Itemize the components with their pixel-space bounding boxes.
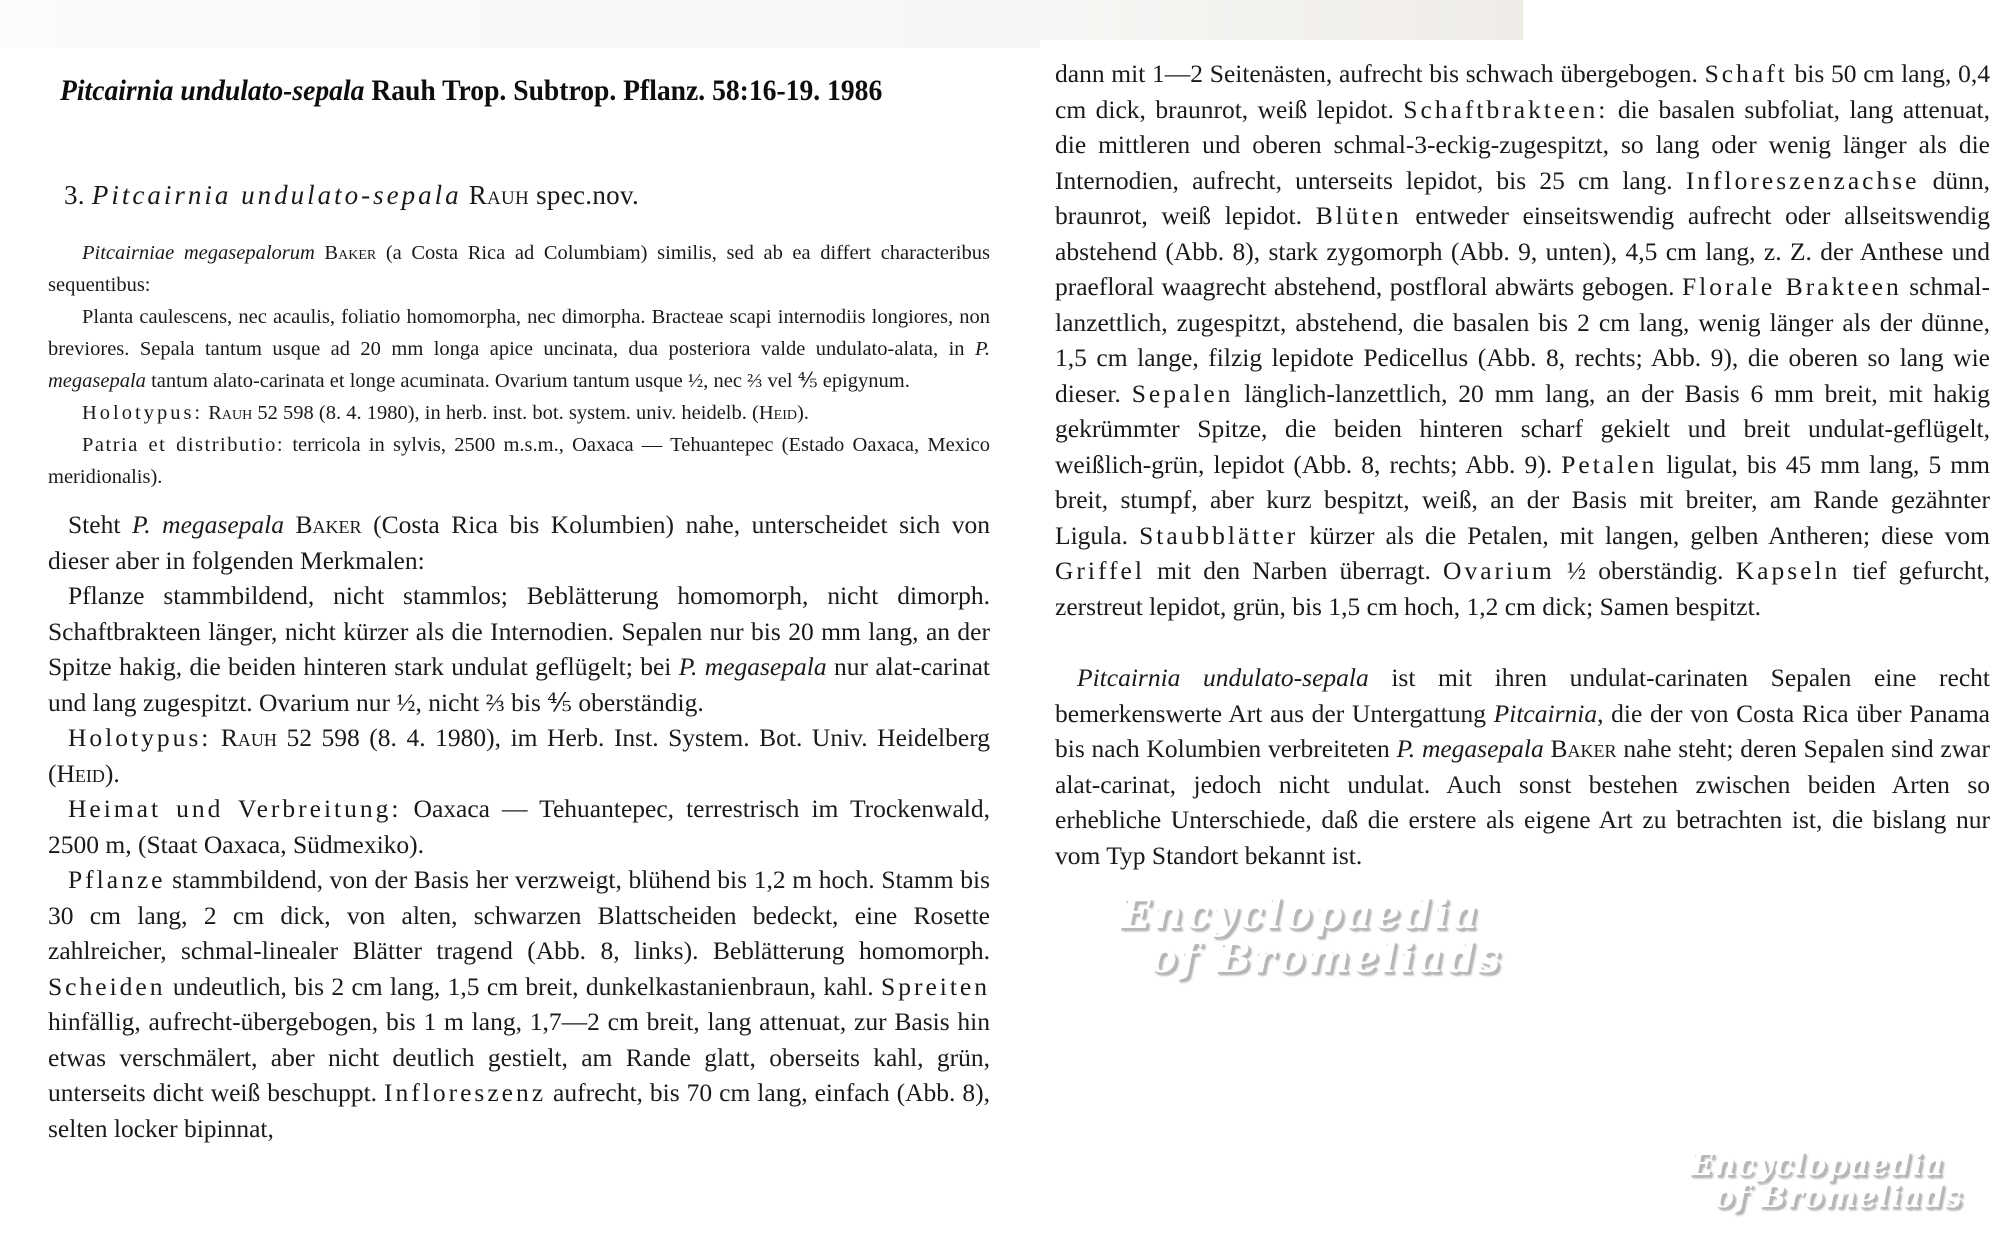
latin-taxon: Pitcairniae megasepalorum — [82, 242, 315, 264]
latin-diagnosis — [48, 237, 990, 493]
body-text: undeutlich, bis 2 cm lang, 1,5 cm breit, dunkelkastanienbraun, kahl. — [165, 971, 882, 1001]
holotype-author: Rauh — [211, 723, 277, 752]
body-text: hinfällig, aufrecht-übergebogen, bis 1 m lang, 1,7—2 cm breit, lang attenuat, zur Basis hin etwas verschmälert, aber nicht deutlich gestielt, am Rande glatt, oberseits kahl, grün, unterseits dicht weiß beschuppt. — [48, 1007, 990, 1107]
body-paragraph — [48, 507, 990, 578]
body-text: ligulat, bis 45 mm lang, 5 mm breit, stumpf, aber kurz bespitzt, weiß, an der Basis mit breiter, am Rande gezähnter Ligula. — [1055, 449, 1990, 550]
distribution-label: Heimat und Verbreitung: — [68, 794, 402, 823]
body-taxon: P. megasepala — [678, 652, 827, 681]
body-description-continued — [1055, 56, 1990, 624]
herbarium-code: Heid — [758, 402, 797, 424]
body-taxon: P. megasepala — [1396, 734, 1544, 763]
holotype-label: Holotypus: — [68, 723, 212, 752]
page-title — [60, 72, 1017, 110]
species-name: Pitcairnia undulato-sepala — [91, 180, 462, 210]
latin-author: Baker — [314, 242, 377, 264]
species-suffix: spec.nov. — [529, 180, 640, 210]
body-text: nahe steht; deren Sepalen sind zwar alat-carinat, jedoch nicht undulat. Auch sonst bestehen zwischen beiden Arten so erhebliche Unterschiede, daß die erstere als eigene Art zu betrachten ist, die bislang nur vom Typ Standort bekannt ist. — [1055, 734, 1990, 870]
latin-distribution — [48, 429, 990, 493]
term-florale-brakteen: Florale Brakteen — [1681, 272, 1902, 301]
term-griffel: Griffel — [1055, 556, 1145, 585]
latin-paragraph — [48, 237, 990, 301]
latin-holotype — [48, 397, 990, 429]
term-infloreszenzachse: Infloreszenzachse — [1685, 165, 1920, 195]
species-number: 3. — [64, 180, 92, 210]
term-kapseln: Kapseln — [1735, 556, 1841, 585]
species-author: Rauh — [461, 180, 530, 210]
body-text: aufrecht, bis 70 cm lang, einfach (Abb. 8), selten locker bipinnat, — [48, 1078, 990, 1143]
latin-text: Planta caulescens, nec acaulis, foliatio homomorpha, nec dimorpha. Bracteae scapi internodiis longiores, non breviores. Sepala tantum usque ad 20 mm longa apice uncinata, dua posteriora valde undulato-alata, in — [48, 306, 990, 360]
body-text: tief gefurcht, zerstreut lepidot, grün, bis 1,5 cm hoch, 1,2 cm dick; Samen bespitzt. — [1055, 556, 1990, 621]
term-spreiten: Spreiten — [881, 971, 990, 1001]
holotype-end: ). — [104, 758, 120, 788]
term-sepalen: Sepalen — [1131, 378, 1234, 408]
latin-taxon: P. megasepala — [48, 338, 990, 392]
distribution-label: Patria et distributio: — [82, 434, 285, 456]
body-text: länglich-lanzettlich, 20 mm lang, an der Basis 6 mm breit, mit hakig gekrümmter Spitze, die beiden hinteren scharf gekielt und breit undulat-geflügelt, weißlich-grün, lepidot (Abb. 8, rechts; Abb. 9). — [1055, 378, 1991, 479]
body-description — [48, 862, 990, 1146]
body-taxon: Pitcairnia — [1493, 698, 1598, 728]
holotype-label: Holotypus: — [82, 402, 204, 424]
watermark-line2: of Bromeliads — [1150, 935, 1503, 982]
watermark-logo-line2: of Bromeliads — [1714, 1180, 1963, 1215]
distribution-text: Oaxaca — Tehuantepec, terrestrisch im Trockenwald, 2500 m, (Staat Oaxaca, Südmexiko). — [48, 794, 990, 859]
body-author: Baker — [284, 510, 362, 539]
watermark-logo-line1: Encyclopaedia — [1690, 1148, 1945, 1183]
body-text: kürzer als die Petalen, mit langen, gelben Antheren; diese vom — [1298, 520, 1990, 550]
term-blueten: Blüten — [1315, 201, 1402, 230]
latin-text: tantum alato-carinata et longe acuminata. Ovarium tantum usque ½, nec ⅔ vel ⅘ epigynum. — [145, 370, 910, 392]
body-discussion — [1055, 660, 1990, 873]
body-text: , die der von Costa Rica über Panama bis nach Kolumbien verbreiteten — [1055, 698, 1990, 763]
species-heading — [64, 180, 990, 211]
right-column — [1055, 56, 1990, 873]
body-text: (Costa Rica bis Kolumbien) nahe, unterscheidet sich von dieser aber in folgenden Merkmalen: — [48, 510, 990, 575]
body-text: stammbildend, von der Basis her verzweigt, blühend bis 1,2 m hoch. Stamm bis 30 cm lang, 2 cm dick, von alten, schwarzen Blattscheiden bedeckt, eine Rosette zahlreicher, schmal-linealer Blätter tragend (Abb. 8, links). Beblätterung homomorph. — [48, 865, 990, 965]
body-paragraph — [48, 578, 990, 720]
body-taxon: Pitcairnia undulato-sepala — [1077, 663, 1369, 692]
latin-paragraph — [48, 301, 990, 397]
holotype-author: Rauh — [203, 402, 253, 424]
body-text: ist mit ihren undulat-carinaten Sepalen eine recht bemerkenswerte Art aus der Untergattung — [1055, 663, 1990, 728]
title-citation: Rauh Trop. Subtrop. Pflanz. 58:16-19. 1986 — [364, 74, 883, 107]
term-pflanze: Pflanze — [68, 865, 166, 894]
term-staubblaetter: Staubblätter — [1139, 520, 1299, 550]
german-text-right — [1055, 56, 1990, 873]
body-text: bis 50 cm lang, 0,4 cm dick, braunrot, weiß lepidot. — [1055, 59, 1990, 124]
body-text: Steht — [68, 510, 132, 539]
body-text: Pflanze stammbildend, nicht stammlos; Beblätterung homomorph, nicht dimorph. Schaftbrakteen länger, nicht kürzer als die Internodien. Sepalen nur bis 20 mm lang, an der Spitze hakig, die beiden hinteren stark undulat geflügelt; bei — [48, 581, 990, 681]
body-text: die basalen subfoliat, lang attenuat, die mittleren und oberen schmal-3-eckig-zugespitzt, so lang oder wenig länger als die Internodien, aufrecht, unterseits lepidot, bis 25 cm lang. — [1055, 94, 1990, 195]
body-text: mit den Narben überragt. — [1144, 556, 1444, 585]
left-column — [48, 180, 990, 1146]
watermark-line1: Encyclopaedia — [1120, 891, 1481, 938]
body-holotype — [48, 720, 990, 791]
herbarium-code: Heid — [56, 758, 105, 788]
body-text: dann mit 1—2 Seitenästen, aufrecht bis schwach übergebogen. — [1055, 59, 1705, 88]
body-taxon: P. megasepala — [131, 510, 284, 539]
holotype-text: 52 598 (8. 4. 1980), im Herb. Inst. System. Bot. Univ. Heidelberg ( — [48, 723, 990, 788]
distribution-text: terricola in sylvis, 2500 m.s.m., Oaxaca — Tehuantepec (Estado Oaxaca, Mexico meridionalis). — [48, 434, 990, 488]
latin-text: (a Costa Rica ad Columbiam) similis, sed ab ea differt characteribus sequentibus: — [48, 242, 990, 296]
term-schaftbrakteen: Schaftbrakteen: — [1403, 94, 1609, 124]
term-ovarium: Ovarium — [1443, 556, 1555, 585]
term-schaft: Schaft — [1704, 59, 1788, 88]
term-petalen: Petalen — [1561, 449, 1658, 479]
body-text: schmal-lanzettlich, zugespitzt, abstehend, die basalen bis 2 cm lang, wenig länger als der dünne, 1,5 cm lange, filzig lepidote Pedicellus (Abb. 8, rechts; Abb. 9), die oberen so lang wie dieser. — [1055, 272, 1990, 408]
body-text: nur alat-carinat und lang zugespitzt. Ovarium nur ½, nicht ⅔ bis ⅘ oberständig. — [48, 652, 990, 717]
body-author: Baker — [1543, 734, 1617, 763]
term-scheiden: Scheiden — [48, 971, 166, 1001]
holotype-text: 52 598 (8. 4. 1980), in herb. inst. bot. system. univ. heidelb. ( — [252, 402, 759, 424]
body-text: entweder einseitswendig aufrecht oder allseitswendig abstehend (Abb. 8), stark zygomorph (Abb. 9, unten), 4,5 cm lang, z. Z. der Anthese und praefloral waagrecht abstehend, postfloral abwärts gebogen. — [1055, 201, 1990, 301]
title-species-name: Pitcairnia undulato-sepala — [60, 74, 365, 107]
german-text-left — [48, 507, 990, 1146]
body-text: ½ oberständig. — [1554, 556, 1736, 585]
body-text: dünn, braunrot, weiß lepidot. — [1055, 165, 1990, 230]
body-distribution — [48, 791, 990, 862]
term-infloreszenz: Infloreszenz — [384, 1078, 547, 1107]
holotype-end: ). — [796, 402, 809, 424]
